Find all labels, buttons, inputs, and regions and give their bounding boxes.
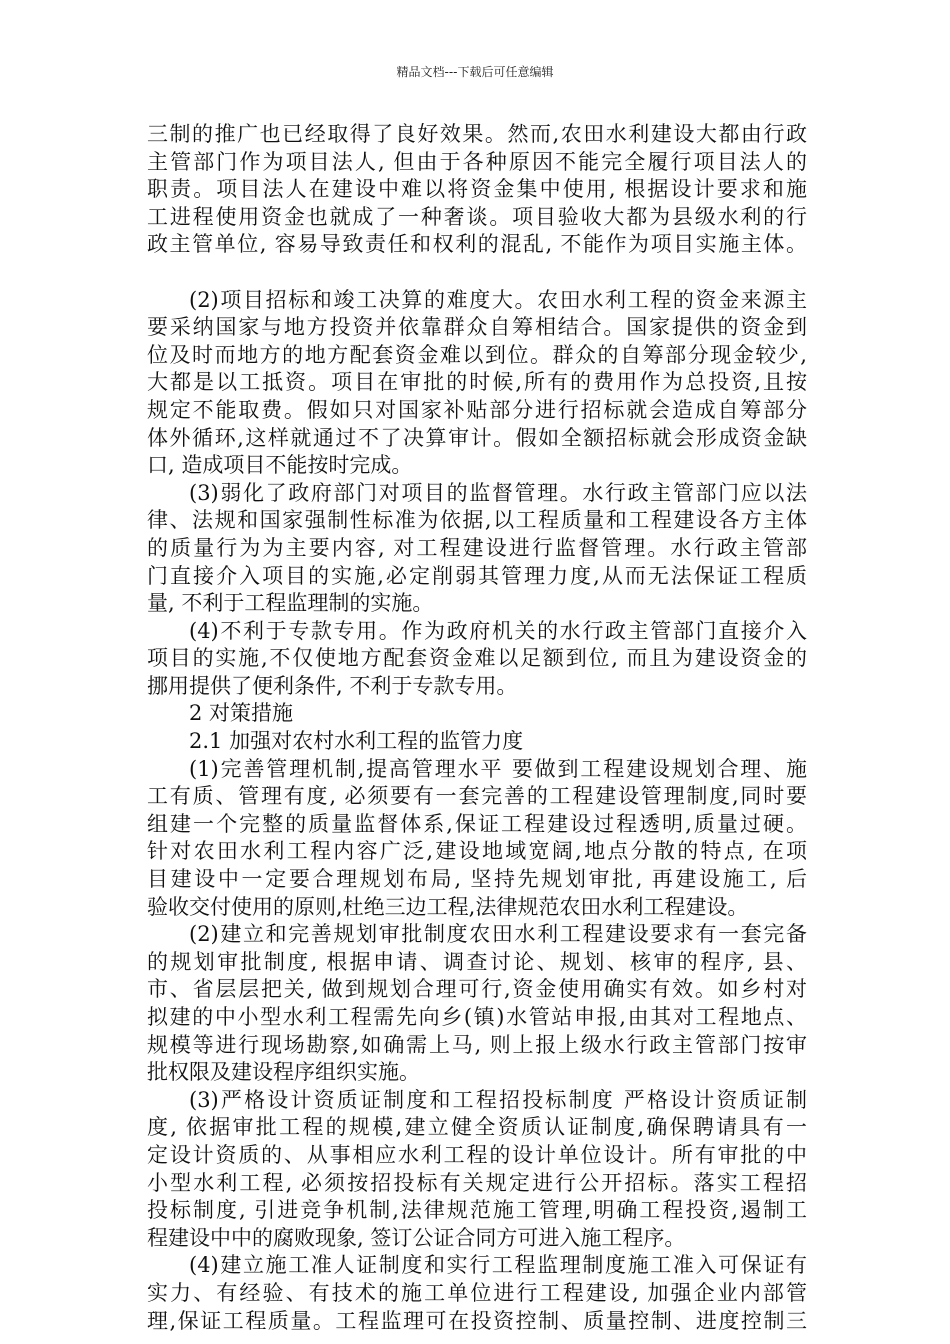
text-line: 政主管单位, 容易导致责任和权利的混乱, 不能作为项目实施主体。: [147, 232, 807, 257]
text-line: 的质量行为为主要内容, 对工程建设进行监督管理。水行政主管部: [147, 535, 807, 560]
text-line: 拟建的中小型水利工程需先向乡(镇)水管站申报,由其对工程地点、: [147, 1005, 807, 1029]
subsection-heading: 2.1 加强对农村水利工程的监管力度: [189, 729, 524, 754]
text-line: 律、法规和国家强制性标准为依据,以工程质量和工程建设各方主体: [147, 508, 807, 533]
text-line: 度, 依据审批工程的规模,建立健全资质认证制度,确保聘请具有一: [147, 1115, 807, 1140]
text-line: 验收交付使用的原则,杜绝三边工程,法律规范农田水利工程建设。: [147, 894, 749, 919]
text-line: 体外循环,这样就通过不了决算审计。假如全额招标就会形成资金缺: [147, 425, 807, 450]
text-line: (1)完善管理机制,提高管理水平 要做到工程建设规划合理、施: [189, 756, 807, 781]
text-line: 大都是以工抵资。项目在审批的时候,所有的费用作为总投资,且按: [147, 370, 807, 395]
text-line: 投标制度, 引进竞争机制,法律规范施工管理,明确工程投资,遏制工: [147, 1198, 807, 1223]
text-line: 定设计资质的、从事相应水利工程的设计单位设计。所有审批的中: [147, 1142, 807, 1167]
text-line: 主管部门作为项目法人, 但由于各种原因不能完全履行项目法人的: [147, 149, 807, 174]
text-line: 市、省层层把关, 做到规划合理可行,资金使用确实有效。如乡村对: [147, 977, 807, 1002]
text-line: 理,保证工程质量。工程监理可在投资控制、质量控制、进度控制三: [147, 1308, 807, 1333]
text-line: (3)严格设计资质证制度和工程招投标制度 严格设计资质证制: [189, 1087, 807, 1112]
text-line: (2)建立和完善规划审批制度农田水利工程建设要求有一套完备: [189, 922, 807, 947]
text-line: 的规划审批制度, 根据申请、调查讨论、规划、核审的程序, 县、: [147, 949, 807, 974]
text-line: (2)项目招标和竣工决算的难度大。农田水利工程的资金来源主: [189, 287, 807, 312]
text-line: 批权限及建设程序组织实施。: [147, 1060, 420, 1085]
text-line: (3)弱化了政府部门对项目的监督管理。水行政主管部门应以法: [189, 480, 807, 505]
text-line: 三制的推广也已经取得了良好效果。然而,农田水利建设大都由行政: [147, 122, 807, 146]
text-line: 组建一个完整的质量监督体系,保证工程建设过程透明,质量过硬。: [147, 811, 807, 836]
text-line: 门直接介入项目的实施,必定削弱其管理力度,从而无法保证工程质: [147, 563, 807, 588]
text-line: 要采纳国家与地方投资并依靠群众自筹相结合。国家提供的资金到: [147, 315, 807, 340]
paragraph-gap: [147, 259, 807, 287]
text-line: 规模等进行现场勘察,如确需上马, 则上报上级水行政主管部门按审: [147, 1032, 807, 1057]
text-line: 工有质、管理有度, 必须要有一套完善的工程建设管理制度,同时要: [147, 784, 807, 809]
text-line: 挪用提供了便利条件, 不利于专款专用。: [147, 673, 518, 698]
text-line: 量, 不利于工程监理制的实施。: [147, 591, 434, 616]
page-header: 精品文档---下载后可任意编辑: [396, 65, 554, 79]
text-line: 小型水利工程, 必须按招投标有关规定进行公开招标。落实工程招: [147, 1170, 807, 1195]
text-line: 职责。项目法人在建设中难以将资金集中使用, 根据设计要求和施: [147, 177, 807, 202]
text-line: (4)建立施工准人证制度和实行工程监理制度施工准入可保证有: [189, 1253, 807, 1278]
text-line: (4)不利于专款专用。作为政府机关的水行政主管部门直接介入: [189, 618, 807, 643]
text-line: 针对农田水利工程内容广泛,建设地域宽阔,地点分散的特点, 在项: [147, 839, 807, 864]
text-line: 口, 造成项目不能按时完成。: [147, 453, 413, 478]
text-line: 位及时而地方的地方配套资金难以到位。群众的自筹部分现金较少,: [147, 342, 807, 367]
text-line: 工进程使用资金也就成了一种奢谈。项目验收大都为县级水利的行: [147, 204, 807, 229]
text-line: 程建设中中的腐败现象, 签订公证合同方可进入施工程序。: [147, 1225, 686, 1250]
section-heading: 2 对策措施: [189, 701, 294, 726]
text-line: 规定不能取费。假如只对国家补贴部分进行招标就会造成自筹部分: [147, 397, 807, 422]
text-line: 实力、有经验、有技术的施工单位进行工程建设, 加强企业内部管: [147, 1280, 807, 1305]
text-line: 项目的实施,不仅使地方配套资金难以足额到位, 而且为建设资金的: [147, 646, 807, 671]
text-line: 目建设中一定要合理规划布局, 坚持先规划审批, 再建设施工, 后: [147, 867, 807, 892]
document-body: [147, 121, 807, 1335]
